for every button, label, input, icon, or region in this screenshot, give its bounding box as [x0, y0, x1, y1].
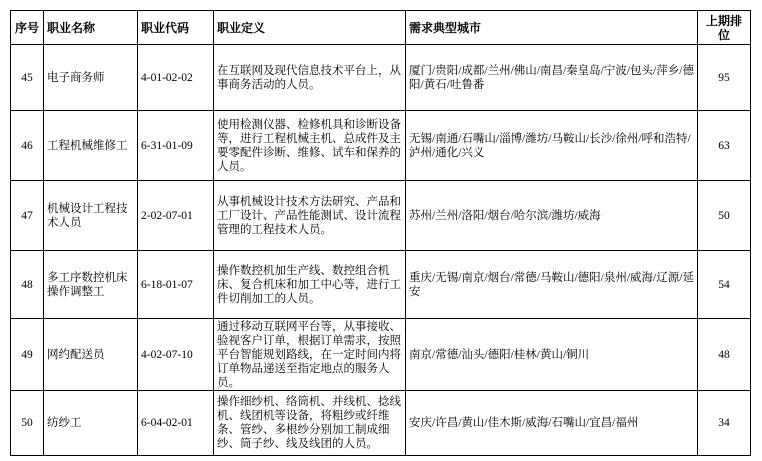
header-occupation-name: 职业名称 — [44, 11, 138, 45]
occupation-name-cell: 多工序数控机床操作调整工 — [44, 251, 138, 319]
cities-cell: 南京/常德/汕头/德阳/桂林/黄山/铜川 — [406, 319, 698, 391]
table-row — [11, 181, 751, 251]
cities-cell: 苏州/兰州/洛阳/烟台/哈尔滨/潍坊/威海 — [406, 181, 698, 251]
header-occupation-code: 职业代码 — [138, 11, 214, 45]
definition-cell: 从事机械设计技术方法研究、产品和工厂设计、产品性能测试、设计流程管理的工程技术人员。 — [214, 181, 406, 251]
previous-rank-cell: 34 — [698, 391, 751, 456]
occupation-code-cell: 2-02-07-01 — [138, 181, 214, 251]
header-previous-rank-cell — [698, 11, 751, 45]
table-row — [11, 391, 751, 456]
occupation-table — [10, 10, 751, 456]
definition-cell: 操作细纱机、络筒机、并线机、捻线机、线团机等设备，将粗纱或纤维条、管纱、多根纱分别加工制成细纱、筒子纱、线及线团的人员。 — [214, 391, 406, 456]
index-cell: 49 — [11, 319, 44, 391]
cities-cell: 厦门/贵阳/成都/兰州/佛山/南昌/秦皇岛/宁波/包头/萍乡/德阳/黄石/吐鲁番 — [406, 45, 698, 111]
cities-cell: 重庆/无锡/南京/烟台/常德/马鞍山/德阳/泉州/威海/辽源/延安 — [406, 251, 698, 319]
occupation-code-cell: 6-18-01-07 — [138, 251, 214, 319]
index-cell: 47 — [11, 181, 44, 251]
header-index: 序号 — [11, 11, 44, 45]
previous-rank-cell: 48 — [698, 319, 751, 391]
table-row — [11, 251, 751, 319]
occupation-name-cell: 机械设计工程技术人员 — [44, 181, 138, 251]
definition-cell: 通过移动互联网平台等，从事接收、验视客户订单，根据订单需求，按照平台智能规划路线，在一定时间内将订单物品递送至指定地点的服务人员。 — [214, 319, 406, 391]
occupation-code-cell: 6-31-01-09 — [138, 111, 214, 181]
table-row — [11, 45, 751, 111]
previous-rank-cell: 95 — [698, 45, 751, 111]
occupation-name-cell: 网约配送员 — [44, 319, 138, 391]
index-cell: 48 — [11, 251, 44, 319]
table-header-row — [11, 11, 751, 45]
previous-rank-cell: 50 — [698, 181, 751, 251]
previous-rank-cell: 63 — [698, 111, 751, 181]
definition-cell: 在互联网及现代信息技术平台上，从事商务活动的人员。 — [214, 45, 406, 111]
definition-cell: 使用检测仪器、检修机具和诊断设备等，进行工程机械主机、总成件及主要零配件诊断、维修、试车和保养的人员。 — [214, 111, 406, 181]
table-row — [11, 111, 751, 181]
occupation-name-cell: 电子商务师 — [44, 45, 138, 111]
occupation-code-cell: 6-04-02-01 — [138, 391, 214, 456]
header-definition: 职业定义 — [214, 11, 406, 45]
cities-cell: 安庆/许昌/黄山/佳木斯/威海/石嘴山/宜昌/福州 — [406, 391, 698, 456]
table-row — [11, 319, 751, 391]
header-cities: 需求典型城市 — [406, 11, 698, 45]
header-previous-rank: 上期排位 — [705, 13, 742, 42]
index-cell: 45 — [11, 45, 44, 111]
cities-cell: 无锡/南通/石嘴山/淄博/潍坊/马鞍山/长沙/徐州/呼和浩特/泸州/通化/兴义 — [406, 111, 698, 181]
index-cell: 46 — [11, 111, 44, 181]
index-cell: 50 — [11, 391, 44, 456]
occupation-code-cell: 4-01-02-02 — [138, 45, 214, 111]
previous-rank-cell: 54 — [698, 251, 751, 319]
definition-cell: 操作数控机加生产线、数控组合机床、复合机床和加工中心等，进行工件切削加工的人员。 — [214, 251, 406, 319]
occupation-name-cell: 纺纱工 — [44, 391, 138, 456]
occupation-code-cell: 4-02-07-10 — [138, 319, 214, 391]
occupation-name-cell: 工程机械维修工 — [44, 111, 138, 181]
